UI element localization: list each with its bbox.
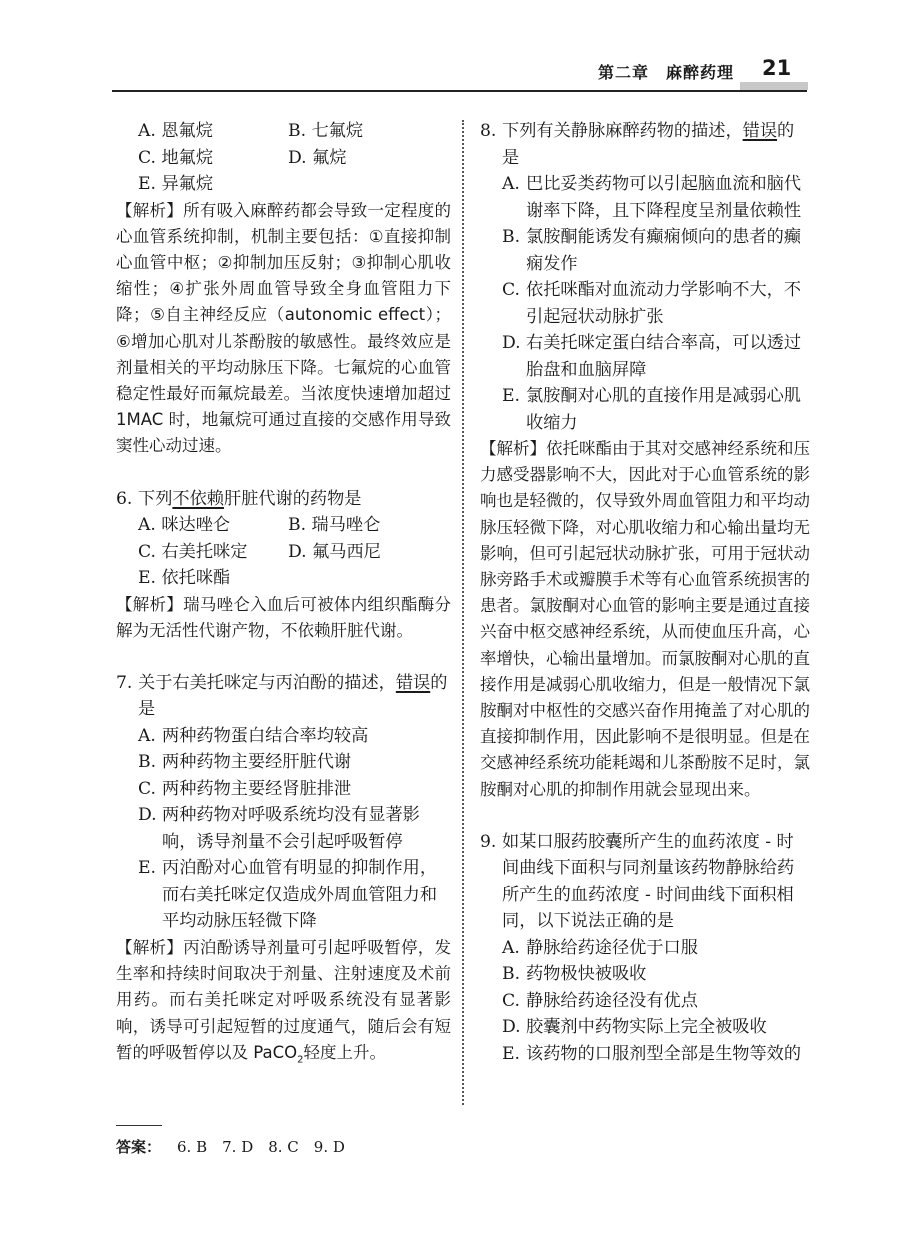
question-8-emphasis: 错误 — [742, 121, 778, 141]
question-7 — [116, 670, 451, 935]
question-5-options — [116, 118, 451, 198]
option-6c: C. 右美托咪定 — [138, 541, 248, 562]
chapter-title: 第二章 麻醉药理 — [597, 63, 734, 82]
question-9-number: 9. — [480, 831, 497, 852]
answer-key-values: 6. B 7. D 8. C 9. D — [177, 1138, 345, 1156]
question-6-emphasis: 不依赖 — [172, 488, 224, 509]
option-7b: B. 两种药物主要经肝脏代谢 — [138, 752, 352, 773]
option-8d: D. 右美托咪定蛋白结合率高，可以透过胎盘和血脑屏障 — [502, 333, 802, 380]
header-accent-bar — [740, 82, 808, 90]
page-header — [0, 0, 900, 100]
question-8-stem-post: 的是 — [502, 121, 795, 168]
page-number: 21 — [762, 56, 792, 80]
explanation-6 — [116, 592, 451, 644]
question-8 — [480, 118, 810, 436]
option-7a: A. 两种药物蛋白结合率均较高 — [138, 725, 369, 746]
answer-key-label: 答案： — [116, 1138, 162, 1156]
question-7-stem-post: 的是 — [138, 672, 448, 720]
option-8a: A. 巴比妥类药物可以引起脑血流和脑代谢率下降，且下降程度呈剂量依赖性 — [502, 174, 802, 221]
question-6-number: 6. — [116, 488, 133, 509]
explanation-tag: 【解析】 — [116, 594, 184, 614]
subscript-2: 2 — [297, 1054, 304, 1066]
option-9e: E. 该药物的口服剂型全部是生物等效的 — [502, 1043, 802, 1064]
explanation-5 — [116, 198, 451, 460]
question-8-stem-pre: 下列有关静脉麻醉药物的描述， — [502, 121, 743, 141]
question-7-number: 7. — [116, 672, 133, 693]
option-6d: D. 氟马西尼 — [288, 541, 381, 562]
option-9a: A. 静脉给药途径优于口服 — [502, 937, 698, 958]
explanation-7 — [116, 935, 451, 1073]
explanation-7-text: 丙泊酚诱导剂量可引起呼吸暂停，发生率和持续时间取决于剂量、注射速度及术前用药。而右美托咪定对呼吸系统没有显著影响，诱导可引起短暂的过度通气，随后会有短暂的呼吸暂停以及 PaCO — [116, 937, 452, 1062]
option-9d: D. 胶囊剂中药物实际上完全被吸收 — [502, 1017, 767, 1038]
question-6 — [116, 486, 451, 592]
explanation-tag: 【解析】 — [116, 200, 184, 220]
question-7-emphasis: 错误 — [395, 672, 431, 693]
option-6e: E. 依托咪酯 — [138, 568, 231, 589]
option-7c: C. 两种药物主要经肾脏排泄 — [138, 778, 352, 799]
column-divider — [462, 120, 464, 1105]
left-column — [116, 118, 451, 1073]
header-rule — [112, 90, 807, 92]
option-5c: C. 地氟烷 — [138, 147, 214, 168]
explanation-8-text: 依托咪酯由于其对交感神经系统和压力感受器影响不大，因此对于心血管系统的影响也是轻微的，仅导致外周血管阻力和平均动脉压轻微下降，对心肌收缩力和心输出量均无影响，但可引起冠状动脉扩张，可用于冠状动脉旁路手术或瓣膜手术等有心血管系统损害的患者。氯胺酮对心血管的影响主要是通过直接兴奋中枢交感神经系统，从而使血压升高，心率增快，心输出量增加。而氯胺酮对心肌的直接作用是减弱心肌收缩力，但是一般情况下氯胺酮对中枢性的交感兴奋作用掩盖了对心肌的直接抑制作用，因此影响不是很明显。但是在交感神经系统功能耗竭和儿茶酚胺不足时，氯胺酮对心肌的抑制作用就会显现出来。 — [480, 439, 810, 799]
option-6a: A. 咪达唑仑 — [138, 515, 231, 536]
option-8c: C. 依托咪酯对血流动力学影响不大，不引起冠状动脉扩张 — [502, 280, 802, 327]
question-9 — [480, 829, 810, 1068]
option-5b: B. 七氟烷 — [288, 121, 364, 141]
explanation-8 — [480, 436, 810, 803]
footer-rule — [116, 1125, 162, 1126]
answer-key — [116, 1136, 345, 1157]
question-9-stem: 如某口服药胶囊所产生的血药浓度 - 时间曲线下面积与同剂量该药物静脉给药所产生的血药浓度 - 时间曲线下面积相同，以下说法正确的是 — [502, 831, 795, 932]
question-8-number: 8. — [480, 121, 497, 141]
question-6-stem-post: 肝脏代谢的药物是 — [223, 488, 362, 509]
option-6b: B. 瑞马唑仑 — [288, 515, 381, 536]
option-8b: B. 氯胺酮能诱发有癫痫倾向的患者的癫痫发作 — [502, 227, 802, 274]
explanation-5-text: 所有吸入麻醉药都会导致一定程度的心血管系统抑制，机制主要包括：①直接抑制心血管中枢；②抑制加压反射；③抑制心肌收缩性；④扩张外周血管导致全身血管阻力下降；⑤自主神经反应（autonomic effect）；⑥增加心肌对儿茶酚胺的敏感性。最终效应是剂量相关的平均动脉压下降。七氟烷的心血管稳定性最好而氟烷最差。当浓度快速增加超过 1MAC 时，地氟烷可通过直接的交感作用导致窦性心动过速。 — [116, 200, 452, 456]
option-7e: E. 丙泊酚对心血管有明显的抑制作用，而右美托咪定仅造成外周血管阻力和平均动脉压轻微下降 — [138, 858, 438, 932]
explanation-tag: 【解析】 — [116, 937, 184, 957]
option-7d: D. 两种药物对呼吸系统均没有显著影响，诱导剂量不会引起呼吸暂停 — [138, 805, 420, 852]
option-9b: B. 药物极快被吸收 — [502, 964, 647, 985]
option-5a: A. 恩氟烷 — [138, 121, 213, 141]
right-column — [480, 118, 810, 1067]
question-6-stem-pre: 下列 — [138, 488, 173, 509]
option-5d: D. 氟烷 — [288, 147, 347, 168]
option-5e: E. 异氟烷 — [138, 174, 214, 194]
explanation-7-end: 轻度上升。 — [303, 1042, 386, 1062]
explanation-6-text: 瑞马唑仑入血后可被体内组织酯酶分解为无活性代谢产物，不依赖肝脏代谢。 — [116, 594, 452, 640]
option-8e: E. 氯胺酮对心肌的直接作用是减弱心肌收缩力 — [502, 386, 802, 433]
explanation-tag: 【解析】 — [480, 439, 546, 458]
question-7-stem-pre: 关于右美托咪定与丙泊酚的描述， — [138, 672, 396, 693]
option-9c: C. 静脉给药途径没有优点 — [502, 990, 698, 1011]
